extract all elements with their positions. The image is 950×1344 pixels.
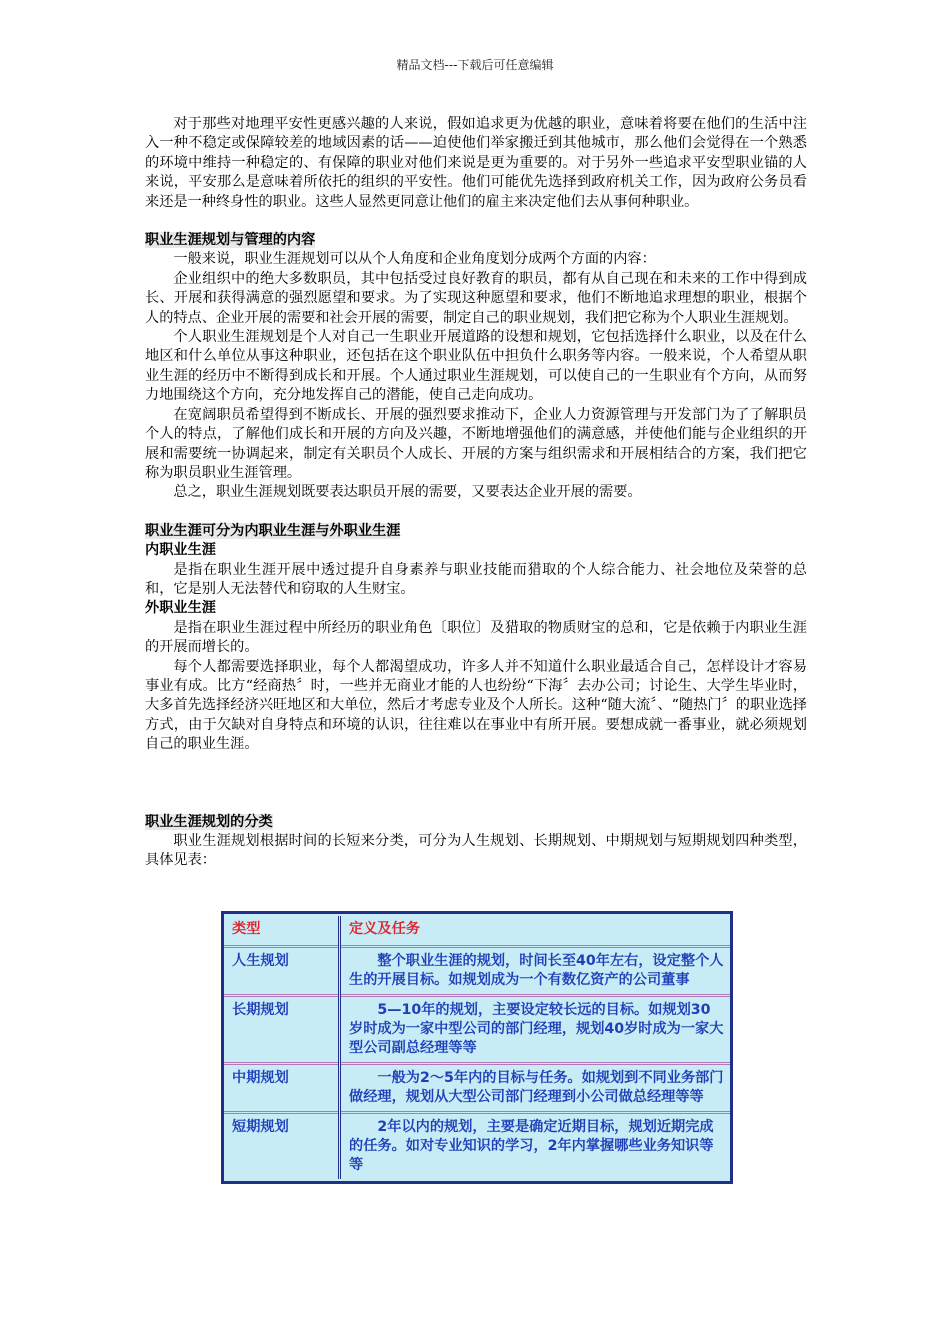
section-heading-content: 职业生涯规划与管理的内容 xyxy=(145,232,316,249)
inner-career-title: 内职业生涯 xyxy=(145,542,216,559)
table-cell-type: 人生规划 xyxy=(224,946,340,995)
table-row xyxy=(224,946,730,995)
table-cell-desc: 一般为2～5年内的目标与任务。如规划到不同业务部门做经理，规划从大型公司部门经理到小公司做总经理等等 xyxy=(340,1063,731,1112)
table-row xyxy=(224,1063,730,1112)
career-closing-paragraph: 每个人都需要选择职业，每个人都渴望成功，许多人并不知道什么职业最适合自己，怎样设计才容易事业有成。比方“经商热〞时，一些并无商业才能的人也纷纷“下海〞去办公司；讨论生、大学生毕业时，大多首先选择经济兴旺地区和大单位，然后才考虑专业及个人所长。这种“随大流〞、“随热门〞的职业选择方式，由于欠缺对自身特点和环境的认识，往往难以在事业中有所开展。要想成就一番事业，就必须规划自己的职业生涯。 xyxy=(145,658,807,753)
content-paragraph: 一般来说，职业生涯规划可以从个人角度和企业角度划分成两个方面的内容： xyxy=(173,251,656,268)
table-header-row xyxy=(224,916,730,947)
table-header-definition: 定义及任务 xyxy=(349,920,420,937)
table-cell-desc: 2年以内的规划，主要是确定近期目标，规划近期完成的任务。如对专业知识的学习，2年内掌握哪些业务知识等等 xyxy=(340,1112,731,1179)
table-row xyxy=(224,1112,730,1179)
intro-paragraph: 对于那些对地理平安性更感兴趣的人来说，假如追求更为优越的职业，意味着将要在他们的生活中注入一种不稳定或保障较差的地域因素的话——迫使他们举家搬迁到其他城市，那么他们会觉得在一个熟悉的环境中维持一种稳定的、有保障的职业对他们来说是更为重要的。对于另外一些追求平安型职业锚的人来说，平安那么是意味着所依托的组织的平安性。他们可能优先选择到政府机关工作，因为政府公务员看来还是一种终身性的职业。这些人显然更同意让他们的雇主来决定他们去从事何种职业。 xyxy=(145,116,807,210)
document-body xyxy=(145,115,807,1184)
section-heading-classification: 职业生涯规划的分类 xyxy=(145,813,273,830)
inner-career-text: 是指在职业生涯开展中透过提升自身素养与职业技能而猎取的个人综合能力、社会地位及荣誉的总和，它是别人无法替代和窃取的人生财宝。 xyxy=(145,561,807,597)
table-cell-type: 短期规划 xyxy=(224,1112,340,1179)
outer-career-title: 外职业生涯 xyxy=(145,600,216,617)
plan-types-table xyxy=(221,911,733,1184)
content-paragraph: 在宽阔职员希望得到不断成长、开展的强烈要求推动下，企业人力资源管理与开发部门为了了解职员个人的特点，了解他们成长和开展的方向及兴趣，不断地增强他们的满意感，并使他们能与企业组织的开展和需要统一协调起来，制定有关职员个人成长、开展的方案与组织需求和开展相结合的方案，我们把它称为职员职业生涯管理。 xyxy=(145,406,807,481)
content-paragraph: 企业组织中的绝大多数职员，其中包括受过良好教育的职员，都有从自己现在和未来的工作中得到成长、开展和获得满意的强烈愿望和要求。为了实现这种愿望和要求，他们不断地追求理想的职业，根据个人的特点、企业开展的需要和社会开展的需要，制定自己的职业规划，我们把它称为个人职业生涯规划。 xyxy=(145,270,807,326)
table-row xyxy=(224,995,730,1063)
table-header-type: 类型 xyxy=(224,916,340,947)
page-header: 精品文档---下载后可任意编辑 xyxy=(396,58,554,72)
table-cell-type: 长期规划 xyxy=(224,995,340,1063)
outer-career-text: 是指在职业生涯过程中所经历的职业角色〔职位〕及猎取的物质财宝的总和，它是依赖于内职业生涯的开展而增长的。 xyxy=(145,619,807,656)
content-paragraph: 总之，职业生涯规划既要表达职员开展的需要，又要表达企业开展的需要。 xyxy=(173,484,642,501)
table-cell-desc: 整个职业生涯的规划，时间长至40年左右，设定整个人生的开展目标。如规划成为一个有数亿资产的公司董事 xyxy=(340,946,731,995)
classification-paragraph: 职业生涯规划根据时间的长短来分类，可分为人生规划、长期规划、中期规划与短期规划四种类型，具体见表： xyxy=(145,833,807,869)
content-paragraph: 个人职业生涯规划是个人对自己一生职业开展道路的设想和规划，它包括选择什么职业，以及在什么地区和什么单位从事这种职业，还包括在这个职业队伍中担负什么职务等内容。一般来说，个人希望从职业生涯的经历中不断得到成长和开展。个人通过职业生涯规划，可以使自己的一生职业有个方向，从而努力地围绕这个方向，充分地发挥自己的潜能，使自己走向成功。 xyxy=(145,329,807,404)
section-heading-inner-outer: 职业生涯可分为内职业生涯与外职业生涯 xyxy=(145,522,401,539)
table-cell-type: 中期规划 xyxy=(224,1063,340,1112)
table-cell-desc: 5—10年的规划，主要设定较长远的目标。如规划30岁时成为一家中型公司的部门经理，规划40岁时成为一家大型公司副总经理等等 xyxy=(340,995,731,1063)
